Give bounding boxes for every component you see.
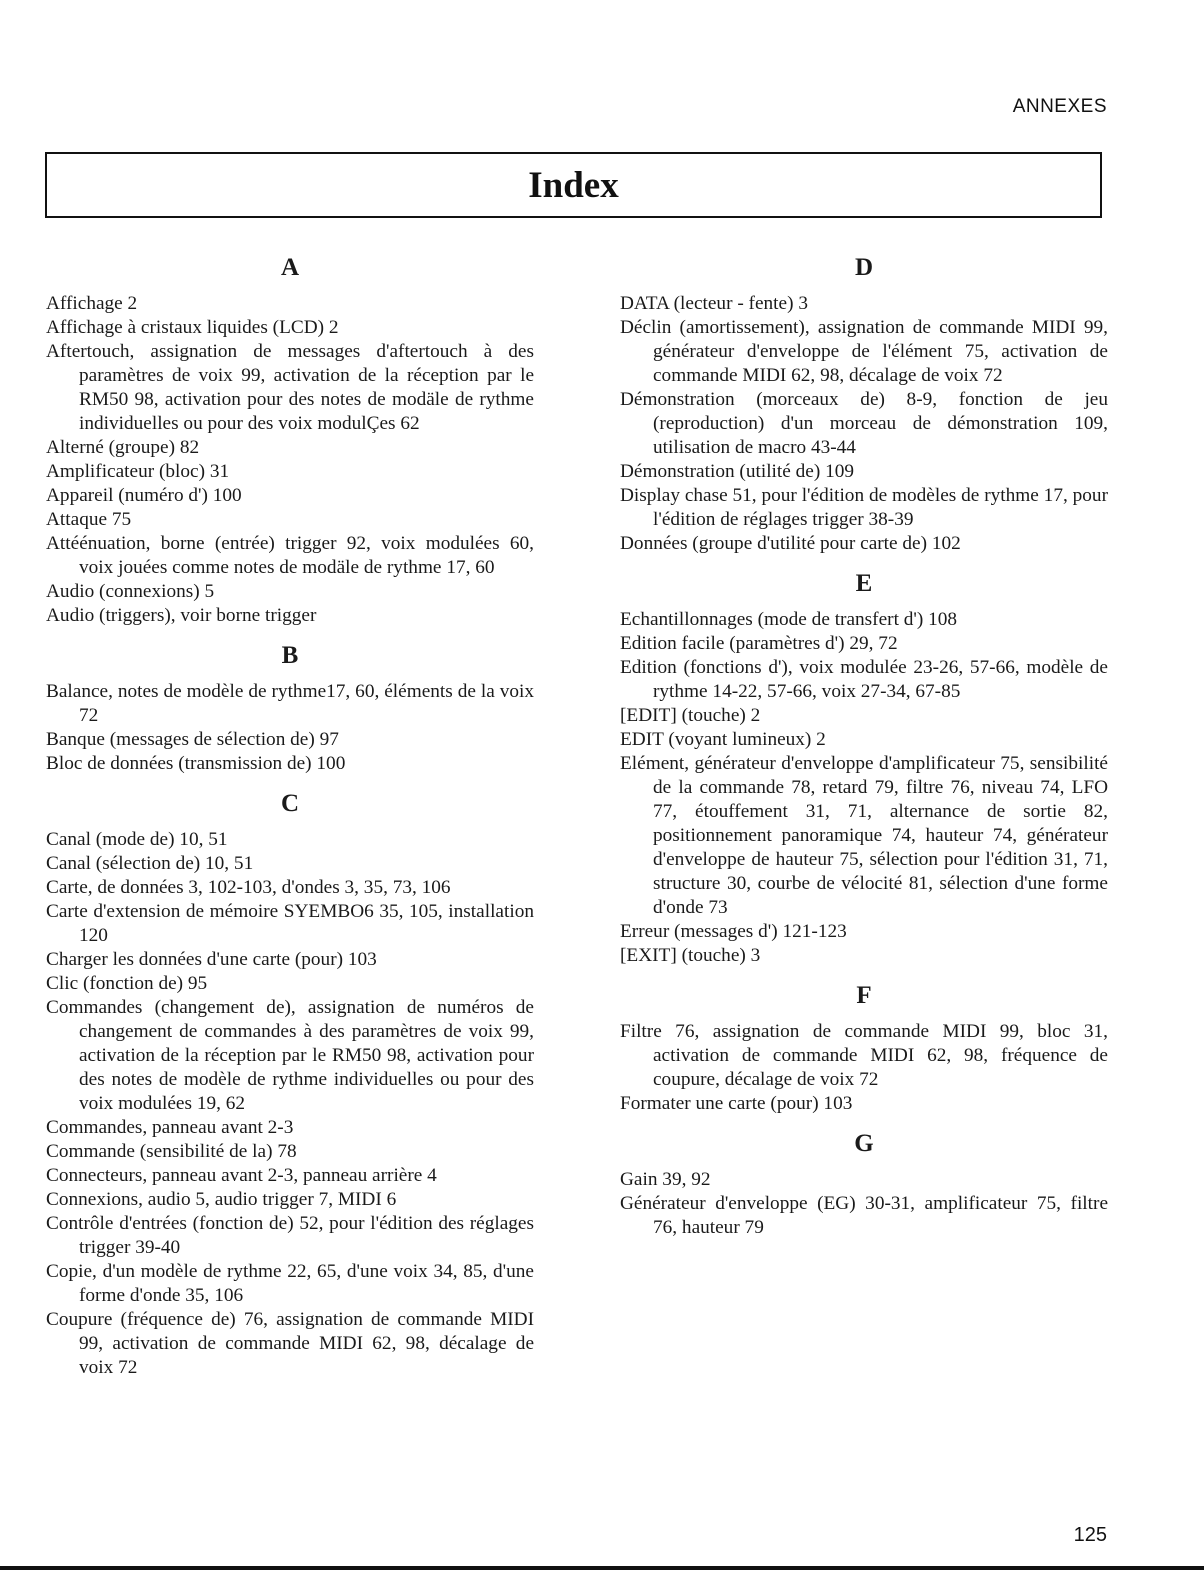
index-section-g	[620, 1128, 1108, 1240]
left-column	[46, 252, 534, 1380]
index-entry: Démonstration (morceaux de) 8-9, fonction de jeu (reproduction) d'un morceau de démonstration 109, utilisation de macro 43-44	[620, 389, 1108, 458]
index-entry: Edition (fonctions d'), voix modulée 23-26, 57-66, modèle de rythme 14-22, 57-66, voix 27-34, 67-85	[620, 657, 1108, 702]
index-entry: Carte, de données 3, 102-103, d'ondes 3, 35, 73, 106	[46, 877, 451, 898]
section-letter: G	[854, 1130, 874, 1157]
section-letter: F	[856, 982, 872, 1009]
index-entry: Commandes, panneau avant 2-3	[46, 1117, 294, 1138]
index-entry: Données (groupe d'utilité pour carte de) 102	[620, 533, 961, 554]
index-entry: Carte d'extension de mémoire SYEMBO6 35, 105, installation 120	[46, 901, 534, 946]
index-entry: Commandes (changement de), assignation de numéros de changement de commandes à des paramètres de voix 99, activation de la réception par le RM50 98, activation pour des notes de modèle de rythme individuelles ou pour des voix modulées 19, 62	[46, 997, 534, 1114]
index-section-a	[46, 252, 534, 628]
index-entry: Attaque 75	[46, 509, 132, 530]
index-entry: Clic (fonction de) 95	[46, 973, 208, 994]
index-entry: Echantillonnages (mode de transfert d') 108	[620, 609, 958, 630]
section-letter: A	[280, 254, 300, 281]
index-entry: [EDIT] (touche) 2	[620, 705, 761, 726]
page-title: Index	[528, 164, 619, 206]
index-entry: Banque (messages de sélection de) 97	[46, 729, 339, 750]
index-entry: EDIT (voyant lumineux) 2	[620, 729, 826, 750]
section-letter: C	[280, 790, 300, 817]
index-entry: DATA (lecteur - fente) 3	[620, 293, 808, 314]
index-entry: Copie, d'un modèle de rythme 22, 65, d'une voix 34, 85, d'une forme d'onde 35, 106	[46, 1261, 534, 1306]
index-entry: Générateur d'enveloppe (EG) 30-31, amplificateur 75, filtre 76, hauteur 79	[620, 1193, 1108, 1238]
index-section-e	[620, 568, 1108, 968]
index-entry: Contrôle d'entrées (fonction de) 52, pour l'édition des réglages trigger 39-40	[46, 1213, 534, 1258]
page-number: 125	[1073, 1524, 1107, 1546]
index-entry: Affichage à cristaux liquides (LCD) 2	[46, 317, 339, 338]
index-entry: Coupure (fréquence de) 76, assignation de commande MIDI 99, activation de commande MIDI 62, 98, décalage de voix 72	[46, 1309, 534, 1378]
index-entry: Attéénuation, borne (entrée) trigger 92, voix modulées 60, voix jouées comme notes de modäle de rythme 17, 60	[46, 533, 534, 578]
index-entry: Connexions, audio 5, audio trigger 7, MIDI 6	[46, 1189, 397, 1210]
section-letter: B	[281, 642, 299, 669]
index-entry: Canal (sélection de) 10, 51	[46, 853, 254, 874]
index-entry: Démonstration (utilité de) 109	[620, 461, 855, 482]
index-entry: Canal (mode de) 10, 51	[46, 829, 228, 850]
index-entry: Affichage 2	[46, 293, 138, 314]
index-entry: Déclin (amortissement), assignation de commande MIDI 99, générateur d'enveloppe de l'élément 75, activation de commande MIDI 62, 98, décalage de voix 72	[620, 317, 1108, 386]
index-entry: Elément, générateur d'enveloppe d'amplificateur 75, sensibilité de la commande 78, retard 79, filtre 76, niveau 74, LFO 77, étouffement 31, 71, alternance de sortie 82, positionnement panoramique 74, hauteur 74, générateur d'enveloppe de hauteur 75, sélection pour l'édition 31, 71, structure 30, courbe de vélocité 81, sélection d'une forme d'onde 73	[620, 753, 1108, 918]
index-entry: Charger les données d'une carte (pour) 103	[46, 949, 377, 970]
index-entry: Aftertouch, assignation de messages d'aftertouch à des paramètres de voix 99, activation de la réception par le RM50 98, activation pour des notes de modäle de rythme individuelles ou pour des voix modulÇes 62	[46, 341, 534, 434]
section-letter: E	[855, 570, 873, 597]
right-column	[620, 252, 1108, 1240]
index-entry: Edition facile (paramètres d') 29, 72	[620, 633, 898, 654]
index-entry: Bloc de données (transmission de) 100	[46, 753, 346, 774]
bottom-rule	[0, 1566, 1204, 1570]
index-section-b	[46, 640, 534, 776]
index-entry: [EXIT] (touche) 3	[620, 945, 761, 966]
index-entry: Amplificateur (bloc) 31	[46, 461, 230, 482]
index-section-f	[620, 980, 1108, 1116]
index-entry: Balance, notes de modèle de rythme17, 60, éléments de la voix 72	[46, 681, 534, 726]
index-entry: Audio (triggers), voir borne trigger	[46, 605, 317, 626]
index-entry: Gain 39, 92	[620, 1169, 711, 1190]
index-entry: Erreur (messages d') 121-123	[620, 921, 847, 942]
index-entry: Audio (connexions) 5	[46, 581, 215, 602]
index-entry: Commande (sensibilité de la) 78	[46, 1141, 297, 1162]
title-box	[45, 152, 1102, 218]
index-entry: Alterné (groupe) 82	[46, 437, 200, 458]
index-section-c	[46, 788, 534, 1380]
section-letter: D	[854, 254, 874, 281]
index-entry: Filtre 76, assignation de commande MIDI 99, bloc 31, activation de commande MIDI 62, 98, fréquence de coupure, décalage de voix 72	[620, 1021, 1108, 1090]
index-section-d	[620, 252, 1108, 556]
index-entry: Formater une carte (pour) 103	[620, 1093, 853, 1114]
index-entry: Display chase 51, pour l'édition de modèles de rythme 17, pour l'édition de réglages trigger 38-39	[620, 485, 1108, 530]
index-entry: Appareil (numéro d') 100	[46, 485, 242, 506]
index-entry: Connecteurs, panneau avant 2-3, panneau arrière 4	[46, 1165, 437, 1186]
section-header-label: ANNEXES	[1012, 96, 1107, 117]
